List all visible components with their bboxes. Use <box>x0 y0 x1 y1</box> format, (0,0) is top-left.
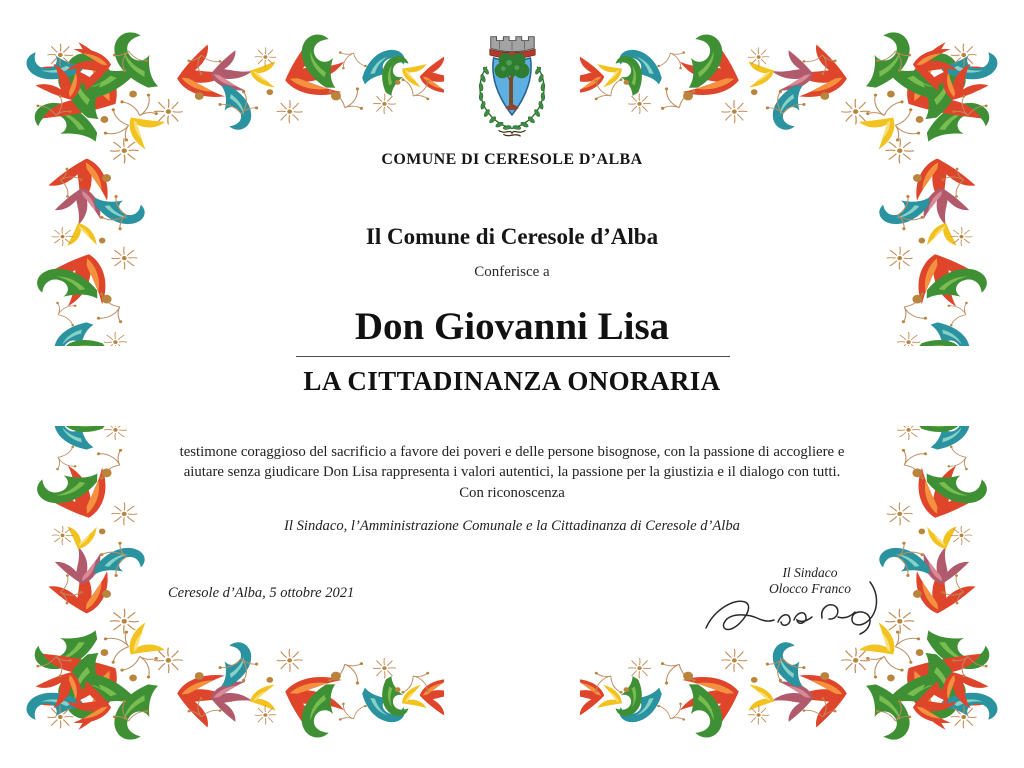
handwritten-signature-icon <box>702 576 892 654</box>
place-date: Ceresole d’Alba, 5 ottobre 2021 <box>168 585 355 601</box>
citation-line: Con riconoscenza <box>459 484 565 501</box>
coat-of-arms <box>460 28 564 142</box>
citation-line: testimone coraggioso del sacrificio a favore dei poveri e delle persone bisognose, con la passione di accogliere e <box>179 444 845 460</box>
issuer-line: Il Comune di Ceresole d’Alba <box>365 224 659 249</box>
signatories-line: Il Sindaco, l’Amministrazione Comunale e la Cittadinanza di Ceresole d’Alba <box>284 518 740 534</box>
municipality-title: COMUNE DI CERESOLE D’ALBA <box>381 151 643 168</box>
signature-title: Il Sindaco <box>782 565 838 580</box>
award-title: LA CITTADINANZA ONORARIA <box>303 366 721 396</box>
floral-corner-ornament-top-right <box>580 14 1010 346</box>
citation-paragraph <box>162 442 862 503</box>
citation-line: aiutare senza giudicare Don Lisa rappresenta i valori autentici, la passione per la giustizia e il dialogo con tutti. <box>183 464 841 481</box>
floral-corner-ornament-top-left <box>14 14 444 346</box>
signature-name: Olocco Franco <box>768 581 852 597</box>
roots-icon <box>498 130 525 136</box>
divider-rule <box>296 356 730 357</box>
confers-line: Conferisce a <box>474 264 550 280</box>
recipient-name: Don Giovanni Lisa <box>354 305 670 348</box>
